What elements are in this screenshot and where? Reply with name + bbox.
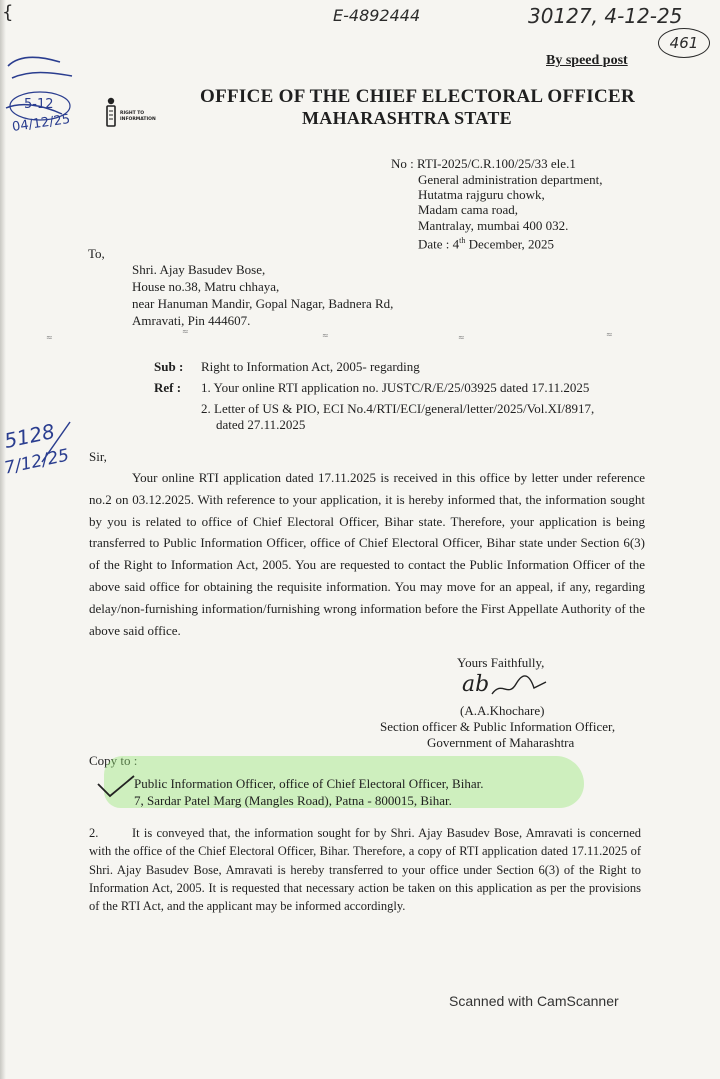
scan-speck: ≈ xyxy=(458,333,465,342)
to-label: To, xyxy=(88,246,105,261)
handwritten-receipt-number-date: 30127, 4-12-25 xyxy=(528,4,683,28)
subject-text: Right to Information Act, 2005- regarding xyxy=(201,359,420,374)
signatory-government: Government of Maharashtra xyxy=(427,735,575,750)
office-title: OFFICE OF THE CHIEF ELECTORAL OFFICER xyxy=(200,86,635,107)
margin-note-number: 5-12 xyxy=(24,97,54,112)
recipient-line: Amravati, Pin 444607. xyxy=(132,313,251,328)
copy-to-recipient: Public Information Officer, office of Chief Electoral Officer, Bihar. xyxy=(134,776,484,791)
margin-note-date: 04/12/25 xyxy=(11,112,72,135)
page-edge-shadow xyxy=(0,0,6,1079)
checkmark-icon xyxy=(96,774,136,800)
scan-speck: ≈ xyxy=(46,333,53,342)
scan-speck: ≈ xyxy=(182,327,189,336)
rti-logo xyxy=(104,96,164,130)
letter-date-rest: December, 2025 xyxy=(465,236,555,252)
reference-item-2-date: dated 27.11.2025 xyxy=(216,417,306,432)
recipient-line: House no.38, Matru chhaya, xyxy=(132,279,280,294)
camscanner-watermark: Scanned with CamScanner xyxy=(449,993,619,1009)
recipient-line: near Hanuman Mandir, Gopal Nagar, Badnera Rd, xyxy=(132,296,394,311)
reference-item-2: 2. Letter of US & PIO, ECI No.4/RTI/ECI/general/letter/2025/Vol.XI/8917, xyxy=(201,401,595,416)
signatory-designation: Section officer & Public Information Officer, xyxy=(380,719,616,734)
margin-note-diary-number: 5128 xyxy=(2,418,57,454)
signatory-name: (A.A.Khochare) xyxy=(460,703,545,718)
sender-address-line: General administration department, xyxy=(418,172,603,187)
signature: ab xyxy=(462,672,490,697)
scan-speck: ≈ xyxy=(606,330,613,339)
sender-address-line: Madam cama road, xyxy=(418,202,518,217)
reference-item-1: 1. Your online RTI application no. JUSTC/R/E/25/03925 dated 17.11.2025 xyxy=(201,380,590,395)
subject-label: Sub : xyxy=(154,359,184,374)
signature-flourish xyxy=(490,672,550,702)
rti-logo-caption xyxy=(120,111,156,123)
circled-handwritten-number: 461 xyxy=(658,28,710,58)
letter-reference-number: No : RTI-2025/C.R.100/25/33 ele.1 xyxy=(391,156,576,171)
rti-logo-caption-line2: INFORMATION xyxy=(120,117,156,122)
paragraph-2-number: 2. xyxy=(89,826,99,840)
sender-address-line: Hutatma rajguru chowk, xyxy=(418,187,545,202)
copy-to-label: Copy to : xyxy=(89,753,138,768)
paragraph-2: It is conveyed that, the information sought for by Shri. Ajay Basudev Bose, Amravati is concerned with the office of the Chief Electoral Officer, Bihar. Therefore, a copy of RTI application dated 17.11.2025 of Shri. Ajay Basudev Bose, Amravati is hereby transferred to your office under Section 6(3) of the Right to Information Act, 2005. It is requested that necessary action be taken on this application as per the provisions of the RTI Act, and the applicant may be informed accordingly. xyxy=(89,826,641,914)
handwritten-bracket-mark: { xyxy=(2,2,14,23)
rti-logo-icon xyxy=(104,96,118,128)
state-title: MAHARASHTRA STATE xyxy=(302,108,512,128)
dispatch-mode: By speed post xyxy=(546,53,628,68)
sender-address-line: Mantralay, mumbai 400 032. xyxy=(418,218,569,233)
handwritten-inward-number: E-4892444 xyxy=(333,6,421,25)
scan-speck: ≈ xyxy=(322,331,329,340)
reference-label: Ref : xyxy=(154,380,182,395)
margin-note-diary-date: 7/12/25 xyxy=(2,445,71,479)
letter-date xyxy=(418,233,554,252)
copy-to-address: 7, Sardar Patel Marg (Mangles Road), Patna - 800015, Bihar. xyxy=(134,793,452,808)
margin-tick-stroke xyxy=(40,418,74,468)
letter-date-prefix: Date : 4 xyxy=(418,236,460,252)
recipient-line: Shri. Ajay Basudev Bose, xyxy=(132,262,266,277)
rti-logo-caption-line1: RIGHT TO xyxy=(120,111,145,116)
body-paragraph: Your online RTI application dated 17.11.2025 is received in this office by letter under reference no.2 on 03.12.2025. With reference to your application, it is hereby informed that, the information sought by you is related to office of Chief Electoral Officer, Bihar state. Therefore, your application is being transferred to Public Information Officer, office of Chief Electoral Officer, Bihar state under Section 6(3) of the Right to Information Act, 2005. You are requested to contact the Public Information Officer of the above said office for obtaining the requisite information. You may move for an appeal, if any, regarding delay/non-furnishing information/furnishing wrong information before the First Appellate Authority of the above said office. xyxy=(89,470,645,638)
closing: Yours Faithfully, xyxy=(457,655,545,670)
salutation: Sir, xyxy=(89,449,107,464)
letter-date-suffix: th xyxy=(459,236,466,245)
